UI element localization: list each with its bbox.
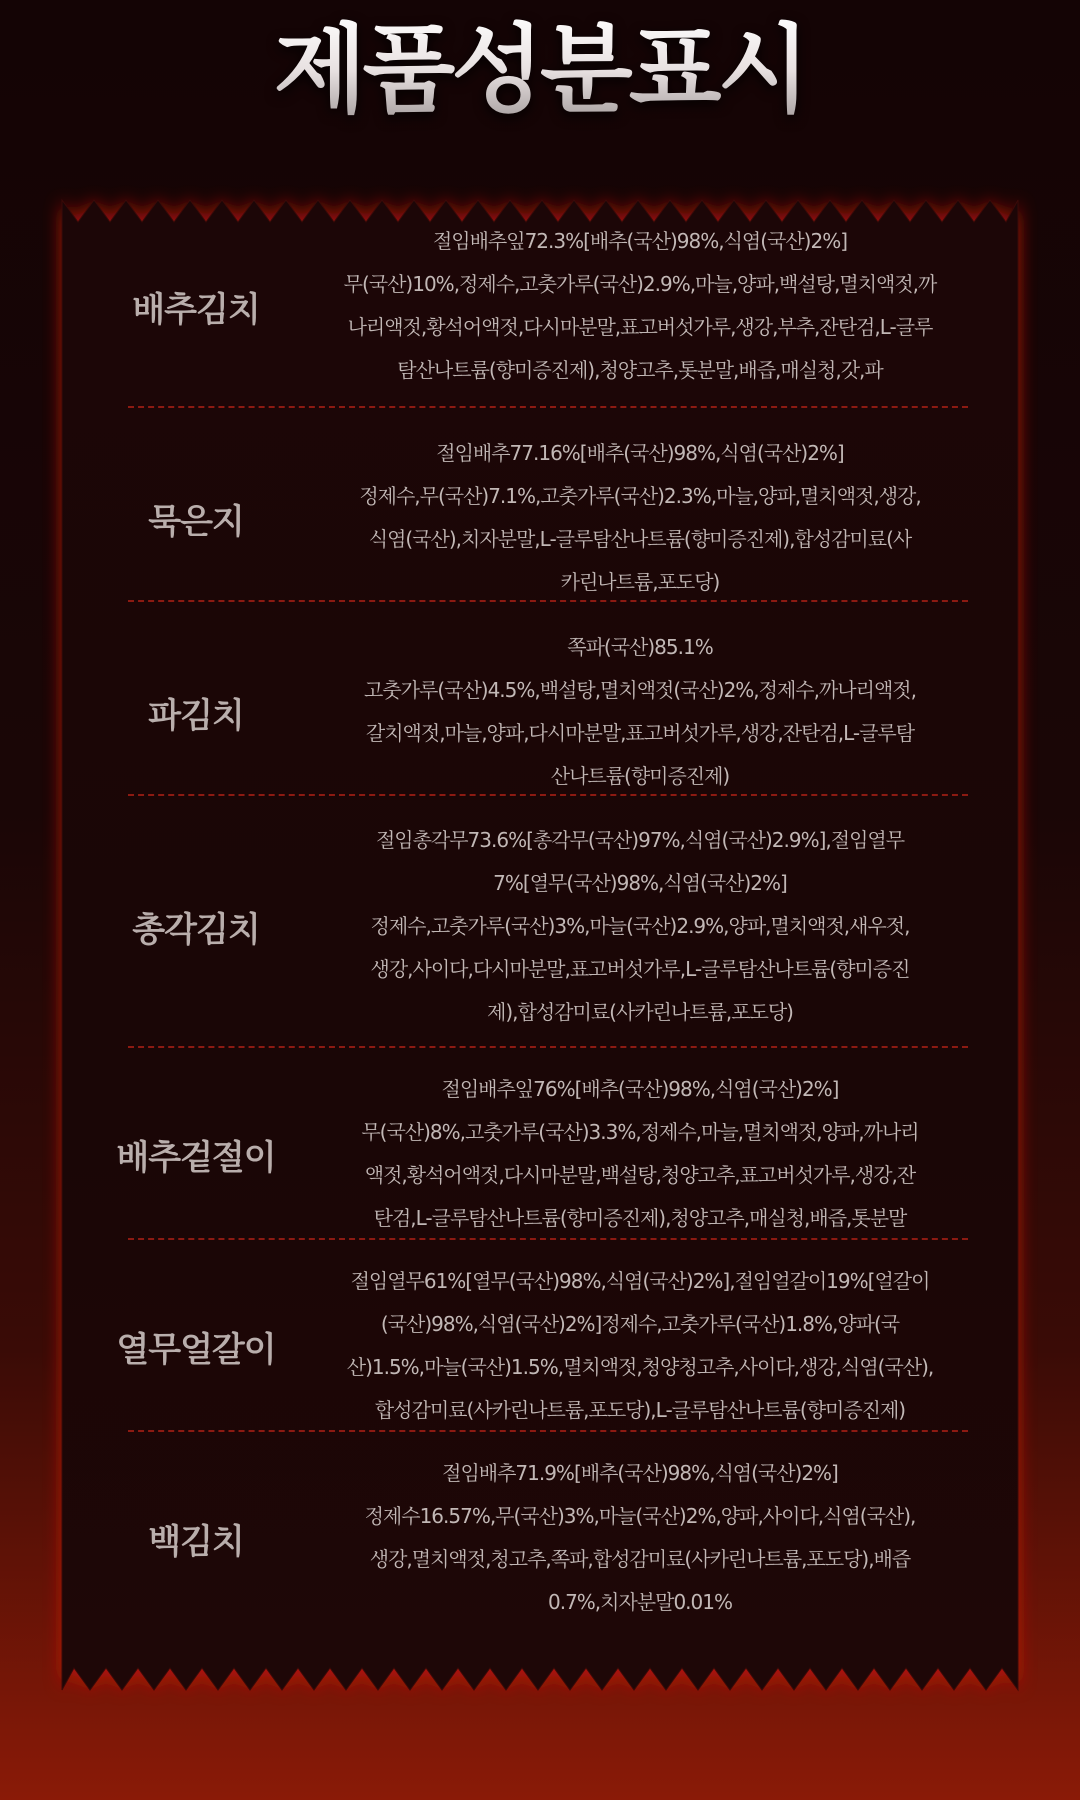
ingredient-line: 합성감미료(사카린나트륨,포도당),L-글루탐산나트륨(향미증진제) <box>374 1398 906 1422</box>
product-row <box>108 1262 988 1430</box>
product-ingredients <box>284 1452 988 1624</box>
ingredient-line: 절임배추잎72.3%[배추(국산)98%,식염(국산)2%] <box>432 229 848 253</box>
dashed-divider <box>128 600 968 602</box>
ingredient-line: 절임열무61%[열무(국산)98%,식염(국산)2%],절임얼갈이19%[얼갈이 <box>350 1269 930 1293</box>
ingredient-line: 무(국산)8%,고춧가루(국산)3.3%,정제수,마늘,멸치액젓,양파,까나리 <box>361 1120 919 1144</box>
ingredient-line: 정제수16.57%,무(국산)3%,마늘(국산)2%,양파,사이다,식염(국산), <box>364 1504 916 1528</box>
product-row <box>108 222 988 390</box>
ingredient-line: 고춧가루(국산)4.5%,백설탕,멸치액젓(국산)2%,정제수,까나리액젓, <box>364 678 916 702</box>
dashed-divider <box>128 794 968 796</box>
product-ingredients <box>284 1068 988 1240</box>
product-name: 열무얼갈이 <box>116 1329 276 1370</box>
product-row <box>108 1070 988 1238</box>
ingredient-line: 갈치액젓,마늘,양파,다시마분말,표고버섯가루,생강,잔탄검,L-글루탐 <box>365 721 915 745</box>
ingredient-line: 나리액젓,황석어액젓,다시마분말,표고버섯가루,생강,부추,잔탄검,L-글루 <box>347 315 933 339</box>
product-row <box>108 820 988 1032</box>
product-ingredients <box>284 626 988 798</box>
product-row <box>108 628 988 796</box>
product-row <box>108 434 988 602</box>
ingredient-line: 정제수,고춧가루(국산)3%,마늘(국산)2.9%,양파,멸치액젓,새우젓, <box>370 913 910 938</box>
ingredient-line: 생강,멸치액젓,청고추,쪽파,합성감미료(사카린나트륨,포도당),배즙 <box>369 1547 911 1571</box>
product-ingredients <box>284 1260 988 1432</box>
ingredient-line: 카린나트륨,포도당) <box>560 570 720 594</box>
dashed-divider <box>128 1430 968 1432</box>
ingredient-line: 절임배추잎76%[배추(국산)98%,식염(국산)2%] <box>441 1077 839 1101</box>
ingredient-line: 생강,사이다,다시마분말,표고버섯가루,L-글루탐산나트륨(향미증진 <box>370 956 910 981</box>
product-row <box>108 1454 988 1622</box>
ingredient-line: 무(국산)10%,정제수,고춧가루(국산)2.9%,마늘,양파,백설탕,멸치액젓,까 <box>343 272 937 296</box>
ingredient-line: 제),합성감미료(사카린나트륨,포도당) <box>487 999 793 1024</box>
product-name: 배추겉절이 <box>116 1137 276 1178</box>
product-ingredients <box>284 220 988 392</box>
page-title: 제품성분표시 <box>0 10 1080 130</box>
dashed-divider <box>128 406 968 408</box>
ingredient-line: 식염(국산),치자분말,L-글루탐산나트륨(향미증진제),합성감미료(사 <box>368 527 912 551</box>
ingredient-line: 절임총각무73.6%[총각무(국산)97%,식염(국산)2.9%],절임열무 <box>375 827 905 852</box>
product-name: 총각김치 <box>132 909 260 950</box>
ingredient-line: 탐산나트륨(향미증진제),청양고추,톳분말,배즙,매실청,갓,파 <box>397 358 883 382</box>
product-ingredients <box>284 819 988 1034</box>
product-name: 파김치 <box>148 695 244 736</box>
dashed-divider <box>128 1046 968 1048</box>
product-name: 배추김치 <box>132 289 260 330</box>
ingredient-line: 액젓,황석어액젓,다시마분말,백설탕,청양고추,표고버섯가루,생강,잔 <box>364 1163 916 1187</box>
ingredient-line: 정제수,무(국산)7.1%,고춧가루(국산)2.3%,마늘,양파,멸치액젓,생강, <box>359 484 921 508</box>
ingredient-line: 산나트륨(향미증진제) <box>550 764 730 788</box>
ingredient-line: (국산)98%,식염(국산)2%]정제수,고춧가루(국산)1.8%,양파(국 <box>380 1312 900 1336</box>
ingredient-line: 탄검,L-글루탐산나트륨(향미증진제),청양고추,매실청,배즙,톳분말 <box>373 1206 907 1230</box>
ingredient-line: 절임배추71.9%[배추(국산)98%,식염(국산)2%] <box>442 1461 838 1485</box>
product-name: 묵은지 <box>148 501 244 542</box>
ingredient-line: 산)1.5%,마늘(국산)1.5%,멸치액젓,청양청고추,사이다,생강,식염(국산), <box>346 1355 934 1379</box>
ingredient-line: 절임배추77.16%[배추(국산)98%,식염(국산)2%] <box>436 441 844 465</box>
dashed-divider <box>128 1238 968 1240</box>
ingredient-line: 7%[열무(국산)98%,식염(국산)2%] <box>493 870 787 895</box>
product-ingredients <box>284 432 988 604</box>
ingredient-line: 0.7%,치자분말0.01% <box>548 1590 732 1614</box>
ingredient-line: 쪽파(국산)85.1% <box>567 635 713 659</box>
product-name: 백김치 <box>148 1521 244 1562</box>
